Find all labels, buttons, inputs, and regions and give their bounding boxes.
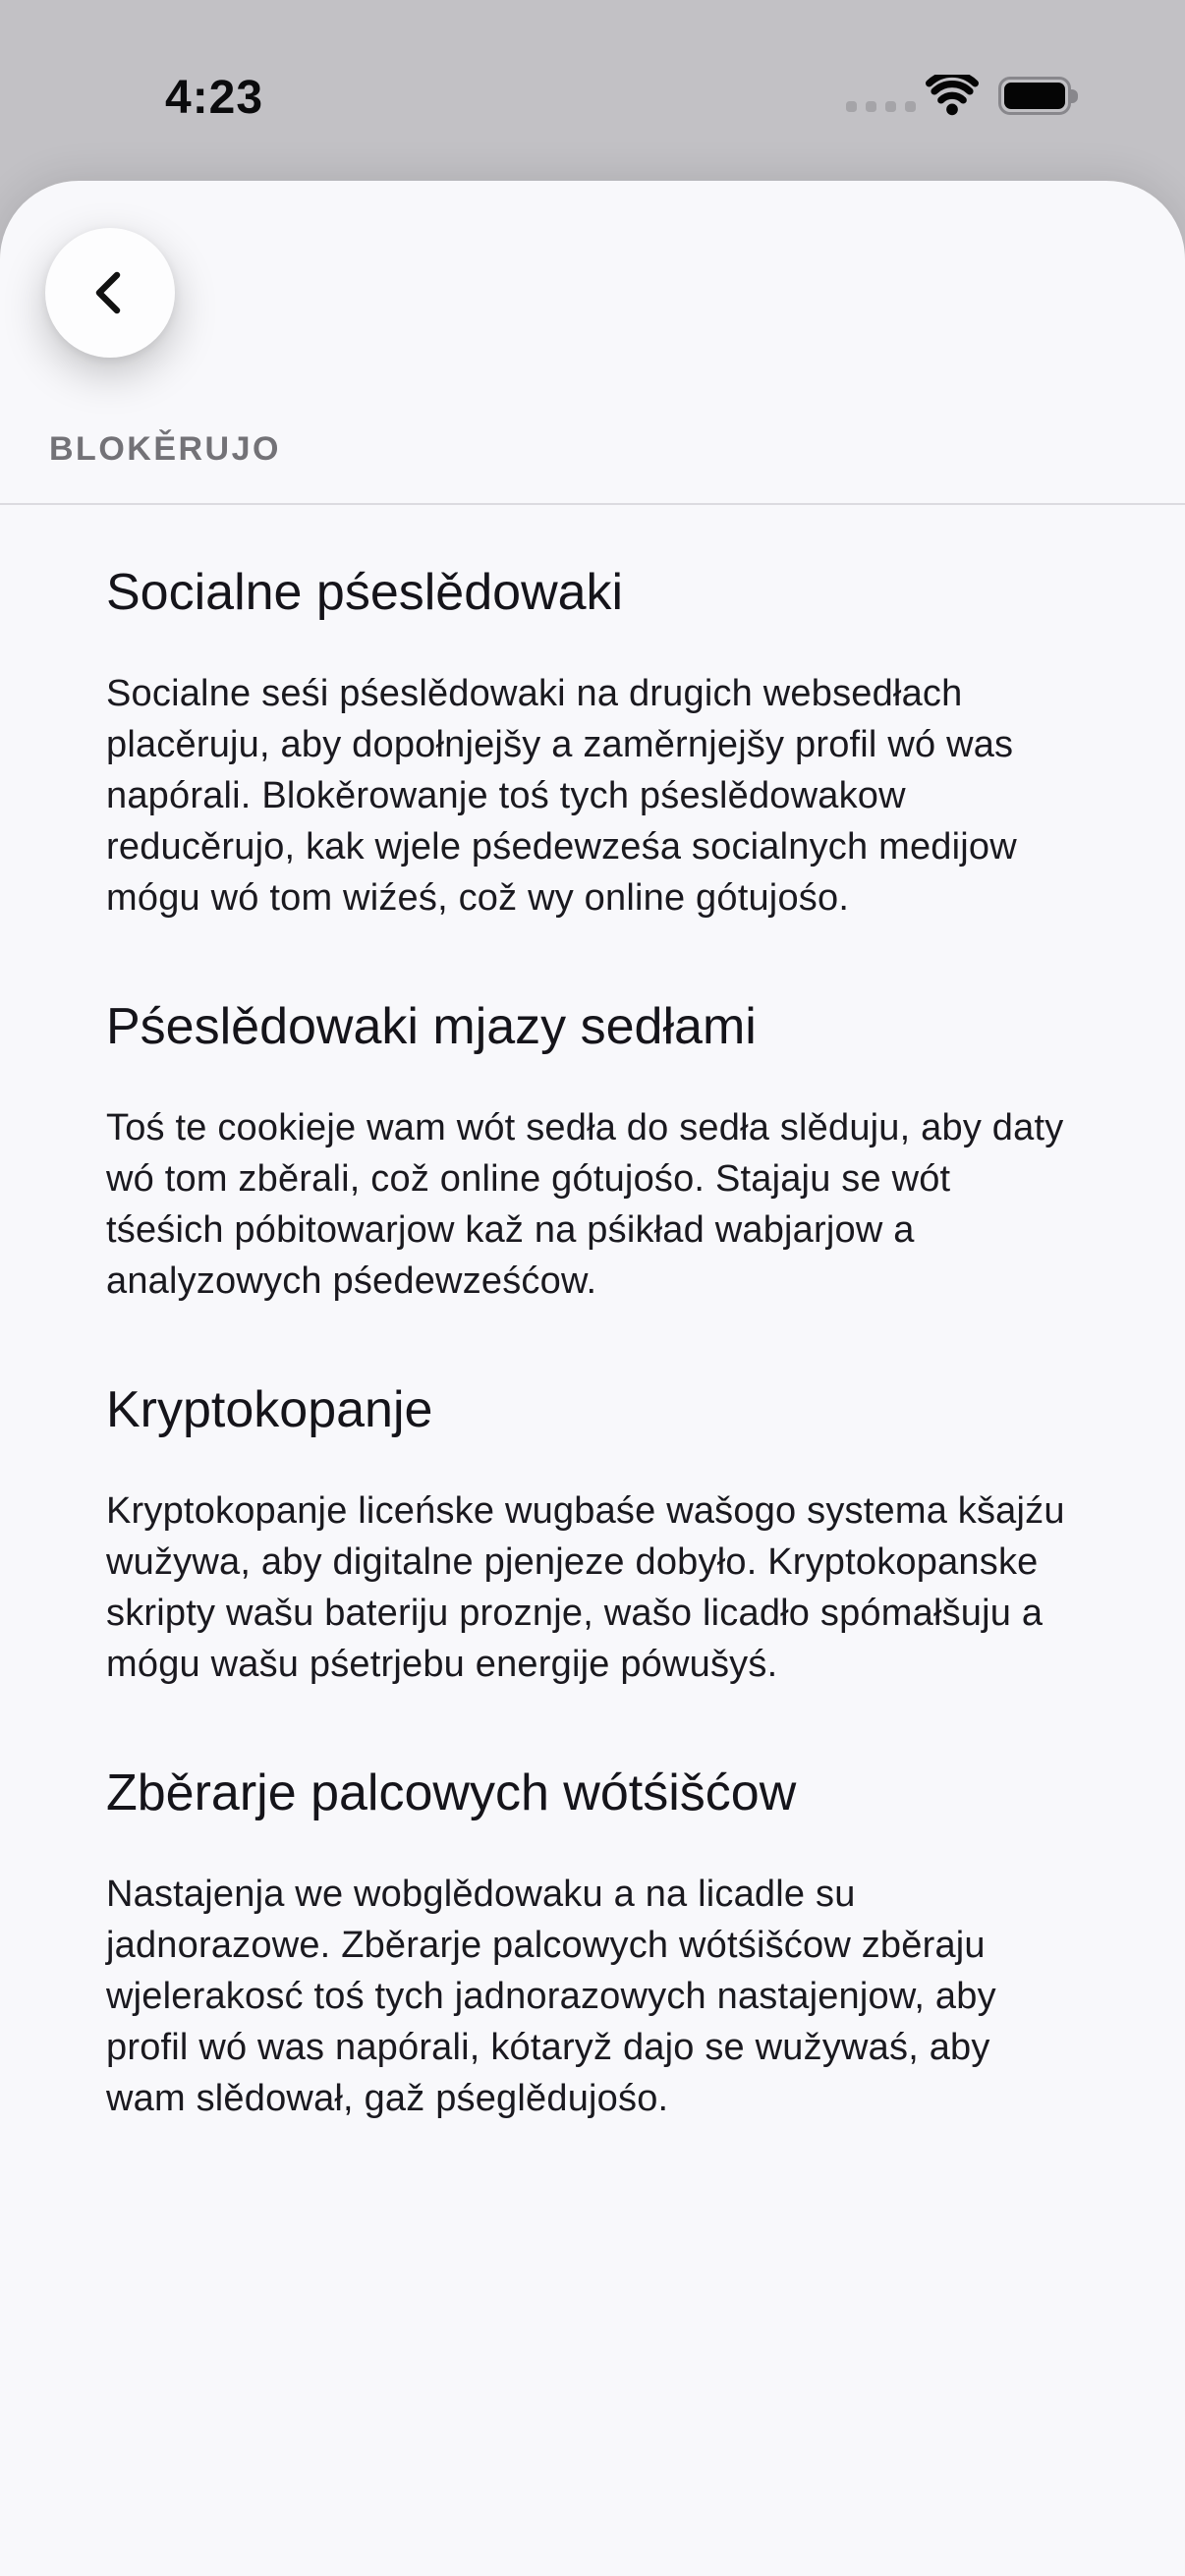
back-button[interactable]: [45, 228, 175, 358]
section-paragraph: Kryptokopanje liceńske wugbaśe wašogo systema kšajźu wužywa, aby digitalne pjenjeze dobyło. Kryptokopanske skripty wašu bateriju proznje, wašo licadło spómałšuju a mógu wašu pśetrjebu energije pówušyś.: [106, 1490, 1065, 1685]
content-scroll[interactable]: [0, 505, 1185, 2576]
cellular-signal-dots-icon: [846, 101, 916, 112]
section-heading: Kryptokopanje: [106, 1381, 433, 1438]
section-heading: Socialne pśeslědowaki: [106, 564, 624, 621]
section-paragraph: Nastajenja we wobglědowaku a na licadle su jadnorazowe. Zběrarje palcowych wótśišćow zběraju wjelerakosć toś tych jadnorazowych nastajenjow, aby profil wó was napórali, kótaryž dajo se wužywaś, aby wam slědował, gaž pśeglědujośo.: [106, 1874, 996, 2119]
panel-title: BLOKĚRUJO: [49, 430, 281, 468]
chevron-left-icon: [82, 264, 139, 321]
section-social-trackers: [106, 560, 1077, 924]
tracker-info-sheet: [0, 181, 1185, 2576]
status-bar: [0, 0, 1185, 181]
section-paragraph: Toś te cookieje wam wót sedła do sedła slěduju, aby daty wó tom zběrali, což online gótujośo. Stajaju se wót tśeśich póbitowarjow kaž na pśikład wabjarjow a analyzowych pśedewześćow.: [106, 1107, 1064, 1302]
section-heading: Pśeslědowaki mjazy sedłami: [106, 998, 757, 1055]
section-fingerprinting: [106, 1761, 1077, 2124]
status-time: 4:23: [165, 72, 264, 124]
wifi-icon: [926, 75, 979, 116]
section-heading: Zběrarje palcowych wótśišćow: [106, 1764, 797, 1821]
section-cryptomining: [106, 1377, 1077, 1690]
section-paragraph: Socialne seśi pśeslědowaki na drugich websedłach placěruju, aby dopołnjejšy a zaměrnjejšy profil wó was napórali. Blokěrowanje toś tych pśeslědowakow reducěrujo, kak wjele pśedewześa socialnych medijow mógu wó tom wiźeś, což wy online gótujośo.: [106, 673, 1017, 919]
section-cross-site-trackers: [106, 994, 1077, 1307]
battery-full-icon: [998, 77, 1071, 115]
